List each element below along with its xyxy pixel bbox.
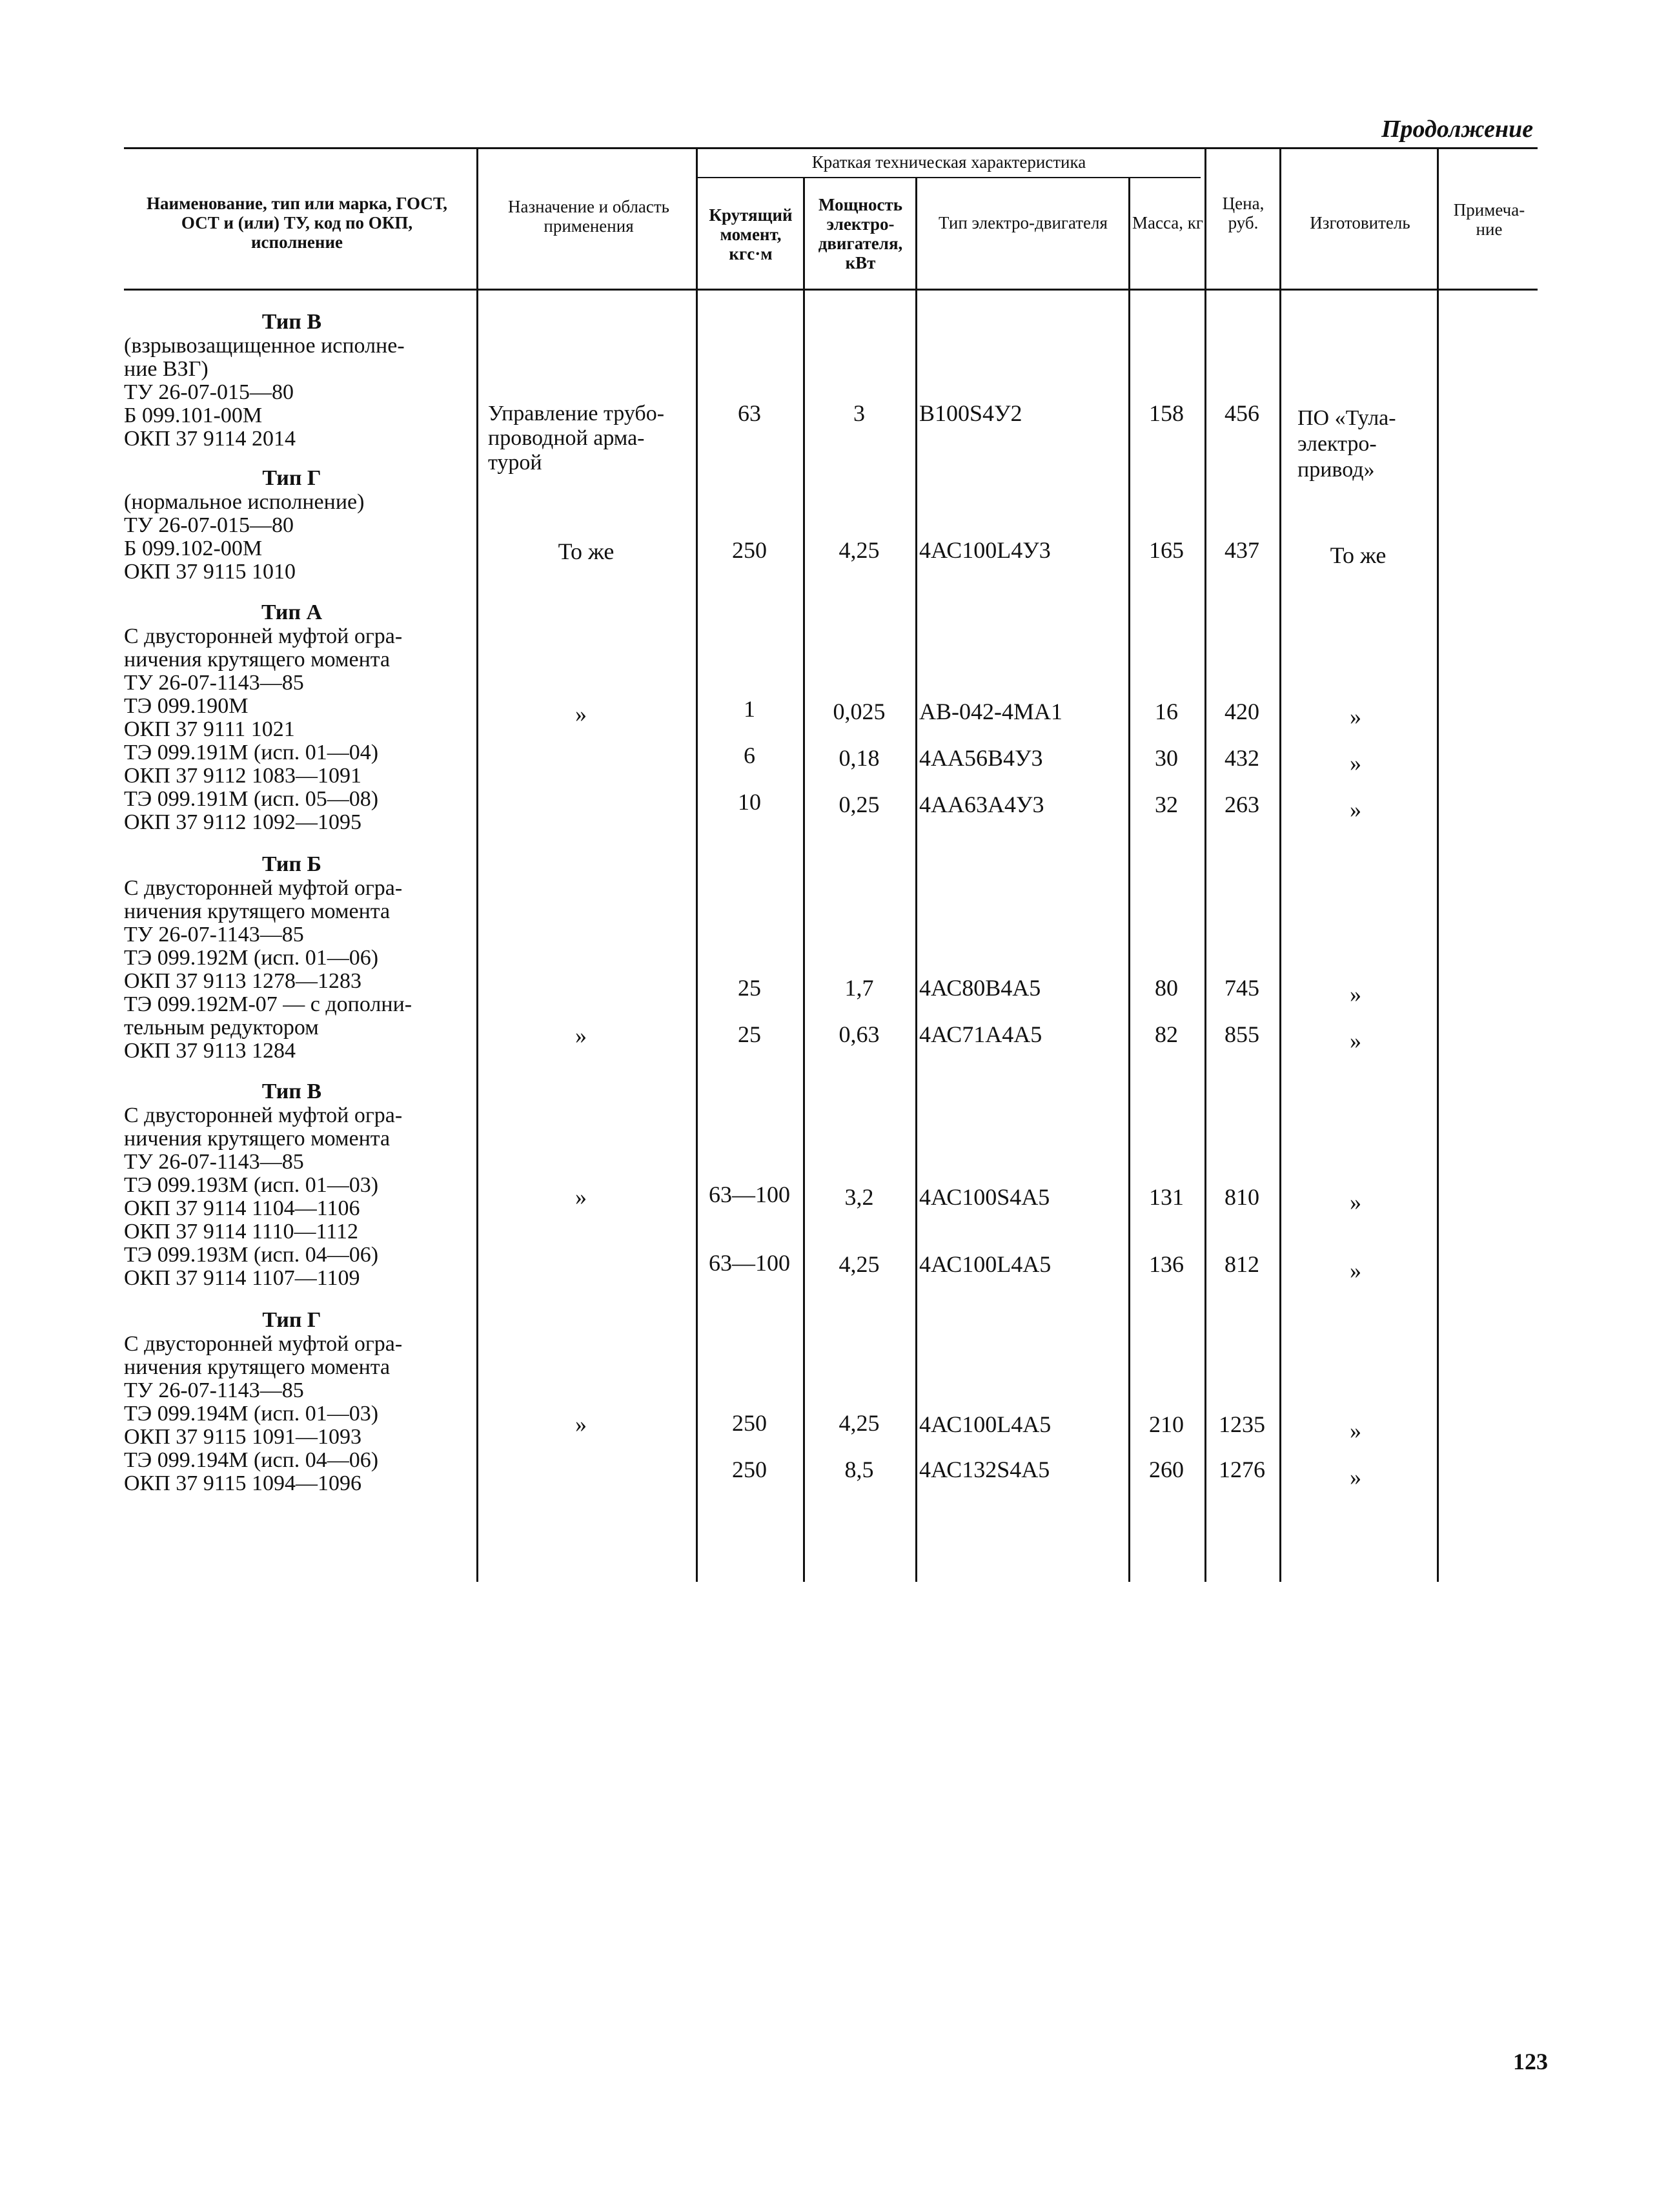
cell-torque: 63: [738, 400, 761, 426]
cell-torque: 1: [744, 696, 755, 722]
cell-mass: 210: [1149, 1411, 1184, 1437]
maker-ditto: »: [1350, 797, 1361, 823]
page-number: 123: [1513, 2049, 1548, 2074]
group-line: ОКП 37 9115 1010: [124, 560, 296, 584]
group-line: (нормальное исполнение): [124, 490, 365, 514]
cell-motor: 4АА63А4У3: [919, 792, 1044, 817]
maker-first: ПО «Тула-электро-привод»: [1297, 406, 1396, 482]
header-torque: Крутящий момент, кгс·м: [709, 205, 793, 263]
maker-same: То же: [1330, 542, 1387, 568]
cell-mass: 165: [1149, 537, 1184, 563]
group-line: ТЭ 099.194М (исп. 04—06): [124, 1448, 379, 1472]
purpose-ditto-v: »: [575, 1184, 587, 1210]
group-line: С двусторонней муфтой огра-: [124, 1332, 403, 1356]
col-divider-1: [476, 147, 478, 1582]
maker-ditto: »: [1350, 704, 1361, 730]
name-group-5: [124, 1080, 473, 1290]
cell-price: 855: [1225, 1021, 1259, 1047]
group-line: ТЭ 099.190М: [124, 694, 249, 718]
group-line: (взрывозащищенное исполне-: [124, 334, 405, 358]
cell-motor: 4АС100S4А5: [919, 1184, 1050, 1210]
group-line: ТЭ 099.193М (исп. 01—03): [124, 1173, 379, 1197]
cell-price: 812: [1225, 1251, 1259, 1277]
group-line: ТЭ 099.191М (исп. 05—08): [124, 787, 379, 811]
cell-mass: 136: [1149, 1251, 1184, 1277]
group-line: ТЭ 099.194М (исп. 01—03): [124, 1402, 379, 1426]
continuation-label: Продолжение: [1381, 116, 1534, 143]
cell-mass: 131: [1149, 1184, 1184, 1210]
group-heading: Тип Г: [262, 1308, 321, 1332]
cell-mass: 30: [1155, 745, 1178, 771]
group-line: Б 099.101-00М: [124, 404, 263, 427]
group-line: С двусторонней муфтой огра-: [124, 624, 403, 648]
tech-group-rule: [697, 177, 1201, 178]
header-name: Наименование, тип или марка, ГОСТ, ОСТ и (или) ТУ, код по ОКП, исполнение: [147, 194, 447, 252]
name-group-4: [124, 852, 473, 1063]
header-mass: Масса, кг: [1132, 213, 1203, 232]
cell-motor: АВ-042-4МА1: [919, 699, 1062, 724]
col-divider-4: [915, 177, 917, 1582]
purpose-ditto-a: »: [575, 701, 587, 727]
cell-power: 4,25: [838, 1251, 880, 1277]
group-line: ОКП 37 9115 1091—1093: [124, 1425, 362, 1449]
cell-price: 1235: [1219, 1411, 1265, 1437]
group-heading: Тип В: [261, 310, 322, 334]
maker-ditto: »: [1350, 750, 1361, 776]
group-line: ТУ 26-07-015—80: [124, 513, 294, 537]
cell-torque: 10: [738, 789, 761, 815]
col-divider-3: [803, 177, 805, 1582]
header-motor: Тип электро-двигателя: [939, 213, 1108, 232]
cell-power: 3,2: [844, 1184, 874, 1210]
cell-motor: 4АС100L4А5: [919, 1251, 1052, 1277]
col-divider-5: [1128, 177, 1130, 1582]
cell-motor: 4АС80В4А5: [919, 975, 1041, 1001]
group-line: ТУ 26-07-015—80: [124, 380, 294, 404]
group-line: С двусторонней муфтой огра-: [124, 876, 403, 900]
group-line: ТУ 26-07-1143—85: [124, 1378, 304, 1402]
purpose-same: То же: [558, 538, 615, 564]
maker-ditto: »: [1350, 981, 1361, 1007]
group-line: ничения крутящего момента: [124, 1355, 391, 1379]
purpose-ditto-g: »: [575, 1411, 587, 1437]
group-line: ОКП 37 9112 1083—1091: [124, 764, 362, 788]
cell-motor: 4АА56В4У3: [919, 745, 1043, 771]
cell-torque: 25: [738, 1021, 761, 1047]
header-note: Примеча-ние: [1453, 200, 1525, 239]
maker-ditto: »: [1350, 1258, 1361, 1284]
cell-motor: 4АС100L4А5: [919, 1411, 1052, 1437]
cell-torque: 250: [732, 537, 767, 563]
maker-ditto: »: [1350, 1189, 1361, 1215]
cell-price: 745: [1225, 975, 1259, 1001]
name-group-6: [124, 1308, 473, 1495]
cell-price: 456: [1225, 400, 1259, 426]
cell-power: 8,5: [844, 1457, 874, 1482]
cell-price: 437: [1225, 537, 1259, 563]
cell-price: 810: [1225, 1184, 1259, 1210]
cell-power: 0,025: [833, 699, 886, 724]
cell-mass: 32: [1155, 792, 1178, 817]
cell-motor: В100S4У2: [919, 400, 1022, 426]
group-line: ТЭ 099.191М (исп. 01—04): [124, 741, 379, 764]
cell-power: 0,18: [838, 745, 880, 771]
group-line: ОКП 37 9114 1110—1112: [124, 1220, 358, 1244]
group-heading: Тип А: [261, 600, 323, 624]
purpose-first: Управление трубо-проводной арма-турой: [488, 402, 665, 475]
header-bottom-rule: [124, 289, 1538, 291]
group-line: ТУ 26-07-1143—85: [124, 671, 304, 695]
group-line: ОКП 37 9111 1021: [124, 717, 295, 741]
group-line: ОКП 37 9114 1107—1109: [124, 1266, 360, 1290]
cell-power: 4,25: [838, 1410, 880, 1436]
cell-mass: 82: [1155, 1021, 1178, 1047]
group-line: ние ВЗГ): [124, 357, 208, 381]
cell-torque: 6: [744, 742, 755, 768]
cell-mass: 16: [1155, 699, 1178, 724]
group-line: ОКП 37 9114 1104—1106: [124, 1196, 360, 1220]
cell-mass: 260: [1149, 1457, 1184, 1482]
group-line: тельным редуктором: [124, 1016, 319, 1039]
header-power: Мощность электро-двигателя, кВт: [818, 195, 903, 272]
cell-torque: 63—100: [709, 1182, 790, 1207]
col-divider-6: [1204, 147, 1206, 1582]
cell-power: 0,63: [838, 1021, 880, 1047]
cell-price: 432: [1225, 745, 1259, 771]
purpose-ditto-b: »: [575, 1023, 587, 1049]
maker-ditto: »: [1350, 1418, 1361, 1444]
header-price: Цена, руб.: [1222, 194, 1265, 232]
name-group-2: [124, 466, 473, 584]
group-line: Б 099.102-00М: [124, 537, 263, 560]
cell-power: 1,7: [844, 975, 874, 1001]
group-line: ТУ 26-07-1143—85: [124, 923, 304, 947]
group-line: ОКП 37 9113 1284: [124, 1039, 296, 1063]
cell-price: 420: [1225, 699, 1259, 724]
group-line: ОКП 37 9112 1092—1095: [124, 810, 362, 834]
cell-motor: 4АС71А4А5: [919, 1021, 1042, 1047]
group-line: ничения крутящего момента: [124, 648, 391, 671]
group-line: С двусторонней муфтой огра-: [124, 1103, 403, 1127]
group-heading: Тип Б: [262, 852, 321, 876]
header-purpose: Назначение и область применения: [507, 197, 669, 236]
header-tech-group: Краткая техническая характеристика: [811, 152, 1086, 172]
group-line: ТУ 26-07-1143—85: [124, 1150, 304, 1174]
cell-power: 4,25: [838, 537, 880, 563]
group-heading: Тип Г: [262, 466, 321, 490]
col-divider-7: [1279, 147, 1281, 1582]
cell-torque: 63—100: [709, 1250, 790, 1276]
group-line: ТЭ 099.192М-07 — с дополни-: [124, 992, 412, 1016]
cell-torque: 25: [738, 975, 761, 1001]
cell-motor: 4АС100L4У3: [919, 537, 1051, 563]
cell-mass: 80: [1155, 975, 1178, 1001]
cell-torque: 250: [732, 1457, 767, 1482]
name-group-1: [124, 310, 473, 451]
cell-price: 263: [1225, 792, 1259, 817]
group-line: ОКП 37 9114 2014: [124, 427, 296, 451]
cell-price: 1276: [1219, 1457, 1265, 1482]
cell-power: 3: [853, 400, 865, 426]
group-heading: Тип В: [261, 1080, 322, 1103]
maker-ditto: »: [1350, 1028, 1361, 1054]
group-line: ничения крутящего момента: [124, 1127, 391, 1151]
maker-ditto: »: [1350, 1464, 1361, 1490]
cell-power: 0,25: [838, 792, 880, 817]
cell-motor: 4АС132S4А5: [919, 1457, 1050, 1482]
table-top-rule: [124, 147, 1538, 149]
group-line: ОКП 37 9115 1094—1096: [124, 1471, 362, 1495]
group-line: ОКП 37 9113 1278—1283: [124, 969, 362, 993]
group-line: ТЭ 099.193М (исп. 04—06): [124, 1243, 379, 1267]
cell-torque: 250: [732, 1410, 767, 1436]
cell-mass: 158: [1149, 400, 1184, 426]
group-line: ничения крутящего момента: [124, 899, 391, 923]
name-group-3: [124, 600, 473, 834]
header-maker: Изготовитель: [1310, 213, 1410, 232]
group-line: ТЭ 099.192М (исп. 01—06): [124, 946, 379, 970]
col-divider-8: [1437, 147, 1439, 1582]
col-divider-2: [696, 147, 698, 1582]
